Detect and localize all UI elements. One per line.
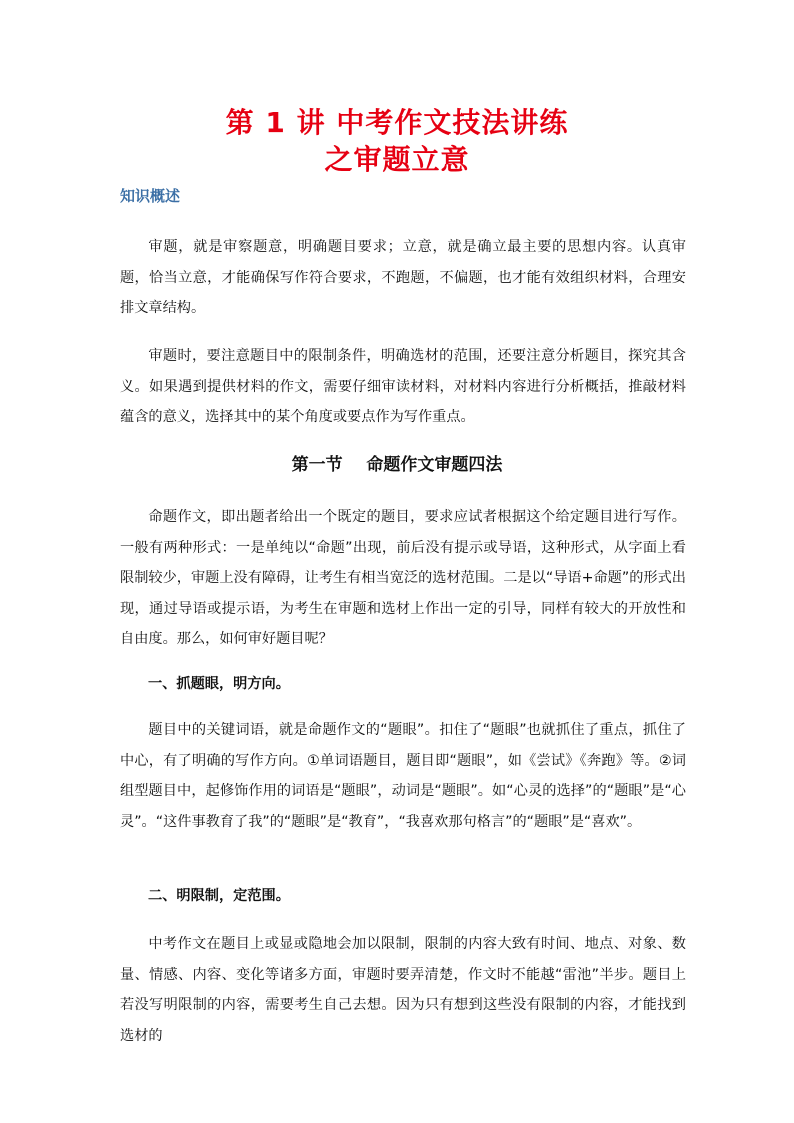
section-intro-paragraph: 命题作文，即出题者给出一个既定的题目，要求应试者根据这个给定题目进行写作。一般有两种形式：一是单纯以“命题”出现，前后没有提示或导语，这种形式，从字面上看限制较少，审题上没有障碍，让考生有相当宽泛的选材范围。二是以“导语+命题”的形式出现，通过导语或提示语，为考生在审题和选材上作出一定的引导，同样有较大的开放性和自由度。那么，如何审好题目呢？ xyxy=(120,509,686,647)
method-1-heading: 一、抓题眼，明方向。 xyxy=(148,676,290,692)
method-1-paragraph: 题目中的关键词语，就是命题作文的“题眼”。扣住了“题眼”也就抓住了重点，抓住了中心，有了明确的写作方向。①单词语题目，题目即“题眼”，如《尝试》《奔跑》等。②词组型题目中，起修饰作用的词语是“题眼”，动词是“题眼”。如“心灵的选择”的“题眼”是“心灵”。“这件事教育了我”的“题眼”是“教育”，“我喜欢那句格言”的“题眼”是“喜欢”。 xyxy=(120,722,686,830)
overview-paragraph-1: 审题，就是审察题意，明确题目要求；立意，就是确立最主要的思想内容。认真审题，恰当立意，才能确保写作符合要求，不跑题，不偏题，也才能有效组织材料，合理安排文章结构。 xyxy=(120,239,686,316)
document-subtitle: 之审题立意 xyxy=(324,143,470,176)
section-title: 第一节 命题作文审题四法 xyxy=(291,455,503,475)
overview-heading: 知识概述 xyxy=(120,187,181,205)
document-title: 第 1 讲 中考作文技法讲练 xyxy=(225,106,569,139)
overview-paragraph-2: 审题时，要注意题目中的限制条件，明确选材的范围，还要注意分析题目，探究其含义。如果遇到提供材料的作文，需要仔细审读材料，对材料内容进行分析概括，推敲材料蕴含的意义，选择其中的某个角度或要点作为写作重点。 xyxy=(120,348,686,425)
method-2-heading: 二、明限制，定范围。 xyxy=(148,888,290,904)
method-2-paragraph: 中考作文在题目上或显或隐地会加以限制，限制的内容大致有时间、地点、对象、数量、情感、内容、变化等诸多方面，审题时要弄清楚，作文时不能越“雷池”半步。题目上若没写明限制的内容，需要考生自己去想。因为只有想到这些没有限制的内容，才能找到选材的 xyxy=(120,936,686,1044)
